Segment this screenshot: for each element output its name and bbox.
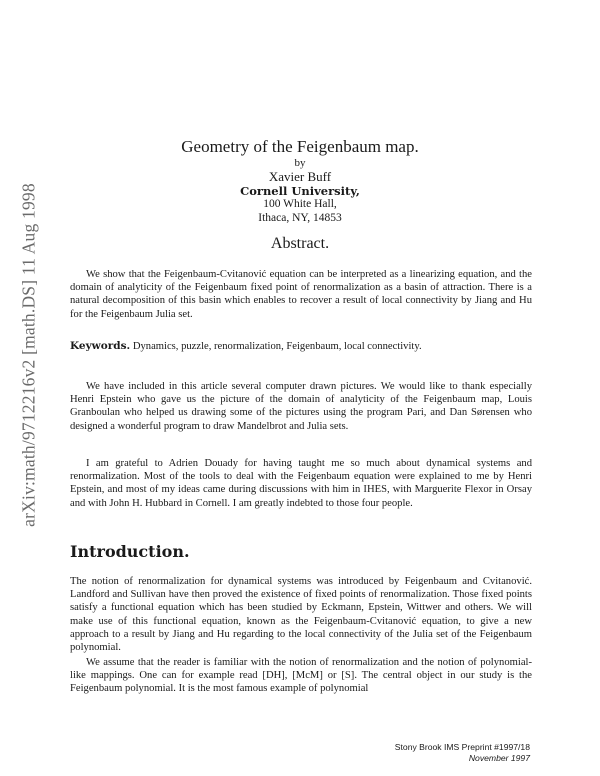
- arxiv-identifier-stamp: [14, 160, 44, 550]
- acknowledgement-text: I am grateful to Adrien Douady for having taught me so much about dynamical systems and renormalization. Most of the tools to deal with the Feigenbaum equation were explained to me by Henri Epstein, and most of my ideas came during discussions with him in IHES, with Marguerite Flexor in Orsay and with John H. Hubbard in Cornell. I am greatly indebted to those four people.: [70, 458, 532, 509]
- introduction-paragraph: [70, 656, 532, 696]
- preprint-footer: [395, 742, 530, 763]
- introduction-text: The notion of renormalization for dynamical systems was introduced by Feigenbaum and Cvitanović. Landford and Sullivan have then proved the existence of fixed points of renormalization. Those fixed points satisfy a functional equation which has been studied by Eckmann, Epstein, Wittwer and others. We will make use of this functional equation, known as the Feigenbaum-Cvitanović equation, to give a new approach to a result by Jiang and Hu regarding to the local connectivity of the Julia set of the Feigenbaum polynomial.: [70, 576, 532, 654]
- acknowledgement-text: We have included in this article several computer drawn pictures. We would like to thank especially Henri Epstein who gave us the picture of the domain of analyticity of the Feigenbaum map, Louis Granboulan who helped us drawing some of the pictures using the program Pari, and Dan Sørensen who designed a wonderful program to draw Mandelbrot and Julia sets.: [70, 381, 532, 432]
- address-line-2: Ithaca, NY, 14853: [258, 212, 342, 224]
- acknowledgement-paragraph: [70, 457, 532, 510]
- keywords-label: Keywords.: [70, 340, 131, 352]
- preprint-number: Stony Brook IMS Preprint #1997/18: [394, 742, 530, 752]
- introduction-text: We assume that the reader is familiar with the notion of renormalization and the notion of polynomial-like mappings. One can for example read [DH], [McM] or [S]. The central object in our study is the Feigenbaum polynomial. It is the most famous example of polynomial: [70, 657, 532, 695]
- abstract-text: We show that the Feigenbaum-Cvitanović equation can be interpreted as a linearizing equation, and the domain of analyticity of the Feigenbaum fixed point of renormalization as a basin of attraction. There is a natural decomposition of this basin which enables to recover a result of local connectivity by Jiang and Hu for the Feigenbaum Julia set.: [70, 269, 532, 320]
- by-line: by: [294, 157, 306, 169]
- author-name: Xavier Buff: [268, 169, 332, 184]
- affiliation: Cornell University,: [240, 184, 360, 198]
- paper-title: Geometry of the Feigenbaum map.: [181, 137, 419, 156]
- preprint-date: November 1997: [468, 752, 530, 763]
- abstract-heading: Abstract.: [270, 235, 330, 252]
- arxiv-identifier-text: arXiv:math/9712216v2 [math.DS] 11 Aug 1998: [18, 183, 39, 527]
- acknowledgement-paragraph: [70, 380, 532, 433]
- abstract-body: [70, 268, 532, 321]
- introduction-paragraph: [70, 575, 532, 654]
- keywords-text: Dynamics, puzzle, renormalization, Feigenbaum, local connectivity.: [132, 341, 422, 352]
- introduction-heading: Introduction.: [70, 542, 190, 561]
- address-line-1: 100 White Hall,: [263, 198, 337, 210]
- keywords-section: [70, 340, 532, 353]
